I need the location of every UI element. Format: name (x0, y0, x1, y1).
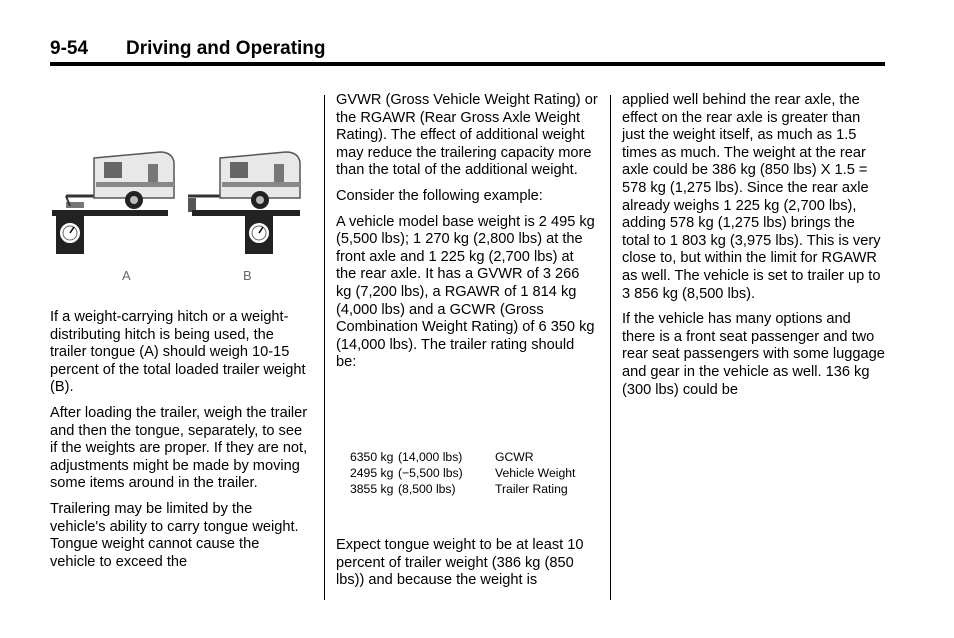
lbs-value: (−5,500 lbs) (398, 466, 463, 480)
table-row (350, 449, 575, 465)
kg-value: 3855 kg (350, 482, 394, 496)
column-divider (610, 95, 611, 600)
column-divider (324, 95, 325, 600)
lbs-value: (14,000 lbs) (398, 450, 463, 464)
trailer-a-illustration (52, 152, 174, 254)
table-row (350, 465, 575, 481)
column-2-continued (336, 537, 598, 598)
kg-value: 2495 kg (350, 466, 394, 480)
kg-value: 6350 kg (350, 450, 394, 464)
page-header (50, 38, 326, 60)
paragraph: A vehicle model base weight is 2 495 kg (5,500 lbs); 1 270 kg (2,800 lbs) at the front axle and 1 225 kg (2,700 lbs) at the rear axle. It has a GVWR of 3 266 kg (7,200 lbs), a RGAWR of 1 814 kg (4,000 lbs) and a GCWR (Gross Combination Weight Rating) of 6 350 kg (14,000 lbs). The trailer rating should be: (336, 213, 595, 371)
paragraph: GVWR (Gross Vehicle Weight Rating) or the RGAWR (Rear Gross Axle Weight Rating). The effect of additional weight may reduce the trailering capacity more than the total of the additional weight. (336, 92, 598, 179)
row-label: Trailer Rating (495, 482, 568, 496)
figure-label-b: B (243, 268, 252, 283)
paragraph: Expect tongue weight to be at least 10 percent of trailer weight (386 kg (850 lbs)) and because the weight is (336, 537, 584, 589)
lbs-value: (8,500 lbs) (398, 482, 456, 496)
paragraph: If the vehicle has many options and there is a front seat passenger and two rear seat passengers with some luggage and gear in the vehicle as well. 136 kg (300 lbs) could be (622, 311, 885, 398)
paragraph: After loading the trailer, weigh the trailer and then the tongue, separately, to see if the weights are proper. If they are not, adjustments might be made by moving some items around in the trailer. (50, 404, 308, 492)
paragraph: Consider the following example: (336, 187, 543, 204)
row-label: GCWR (495, 450, 534, 464)
column-1 (50, 309, 308, 579)
row-label: Vehicle Weight (495, 466, 576, 480)
figure-label-a: A (122, 268, 131, 283)
section-title: Driving and Operating (126, 38, 326, 59)
weight-example-table (350, 449, 575, 497)
paragraph: If a weight-carrying hitch or a weight-distributing hitch is being used, the trailer tongue (A) should weigh 10-15 percent of the total loaded trailer weight (B). (50, 309, 306, 396)
page-number: 9-54 (50, 38, 89, 59)
column-3 (622, 92, 886, 407)
header-rule (50, 62, 885, 66)
paragraph: applied well behind the rear axle, the effect on the rear axle is greater than just the weight itself, as much as 1.5 times as much. The weight at the rear axle could be 386 kg (850 lbs) X 1.5 = 578 kg (1,275 lbs). Since the rear axle already weighs 1 225 kg (2,700 lbs), adding 578 kg (1,275 lbs) brings the total to 1 803 kg (3,975 lbs). This is very close to, but within the limit for RGAWR as well. The vehicle is set to trailer up to 3 856 kg (8,500 lbs). (622, 92, 881, 302)
trailer-weighing-figure (52, 140, 306, 288)
trailer-b-illustration (188, 152, 300, 254)
column-2 (336, 92, 598, 380)
table-row (350, 481, 575, 497)
paragraph: Trailering may be limited by the vehicle's ability to carry tongue weight. Tongue weight cannot cause the vehicle to exceed the (50, 500, 299, 570)
